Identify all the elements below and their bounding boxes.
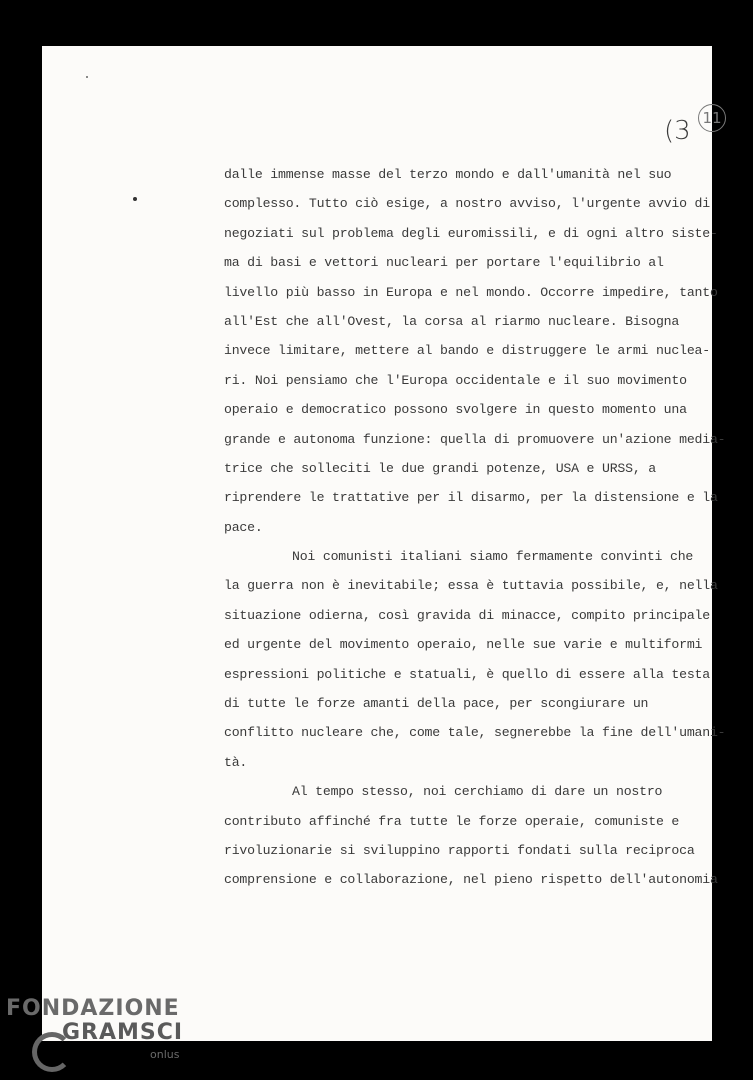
text-line: livello più basso in Europa e nel mondo. Occorre impedire, tanto <box>224 284 718 300</box>
text-line: grande e autonoma funzione: quella di promuovere un'azione media- <box>224 431 726 447</box>
text-line: di tutte le forze amanti della pace, per scongiurare un <box>224 696 649 712</box>
archive-watermark <box>6 996 184 1061</box>
text-line: pace. <box>224 519 263 535</box>
text-line: ma di basi e vettori nucleari per portare l'equilibrio al <box>224 255 664 271</box>
watermark-suffix: onlus <box>150 1048 180 1061</box>
text-line: situazione odierna, così gravida di minacce, compito principale <box>224 607 710 623</box>
text-line: dalle immense masse del terzo mondo e dall'umanità nel suo <box>224 167 672 182</box>
text-line: trice che solleciti le due grandi potenze, USA e URSS, a <box>224 460 656 476</box>
text-line: comprensione e collaborazione, nel pieno rispetto dell'autonomia <box>224 872 718 888</box>
text-line: rivoluzionarie si sviluppino rapporti fondati sulla reciproca <box>224 842 695 858</box>
text-line: espressioni politiche e statuali, è quello di essere alla testa <box>224 666 710 682</box>
text-line: all'Est che all'Ovest, la corsa al riarmo nucleare. Bisogna <box>224 313 680 329</box>
text-line: ed urgente del movimento operaio, nelle sue varie e multiformi <box>224 637 703 653</box>
paper-speck <box>133 197 137 201</box>
text-line: riprendere le trattative per il disarmo, per la distensione e la <box>224 490 718 506</box>
text-line: Al tempo stesso, noi cerchiamo di dare un nostro <box>292 784 663 800</box>
paper-speck <box>86 76 88 78</box>
text-line: la guerra non è inevitabile; essa è tuttavia possibile, e, nella <box>224 578 718 594</box>
watermark-line2: GRAMSCI <box>62 1020 184 1045</box>
text-line: contributo affinché fra tutte le forze operaie, comuniste e <box>224 813 680 829</box>
text-line: conflitto nucleare che, come tale, segnerebbe la fine dell'umani- <box>224 725 726 741</box>
body-text <box>224 160 726 895</box>
text-line: invece limitare, mettere al bando e distruggere le armi nuclea- <box>224 343 710 359</box>
text-line: ri. Noi pensiamo che l'Europa occidentale e il suo movimento <box>224 372 687 388</box>
text-line: Noi comunisti italiani siamo fermamente convinti che <box>292 549 694 565</box>
text-line: tà. <box>224 754 248 770</box>
page-number-main: (3 <box>664 116 691 146</box>
text-line: operaio e democratico possono svolgere in questo momento una <box>224 402 687 418</box>
text-line: negoziati sul problema degli euromissili, e di ogni altro siste- <box>224 225 718 241</box>
watermark-line1: FONDAZIONE <box>6 996 180 1021</box>
text-line: complesso. Tutto ciò esige, a nostro avviso, l'urgente avvio di <box>224 196 710 212</box>
page-number-circled: 11 <box>698 104 726 132</box>
